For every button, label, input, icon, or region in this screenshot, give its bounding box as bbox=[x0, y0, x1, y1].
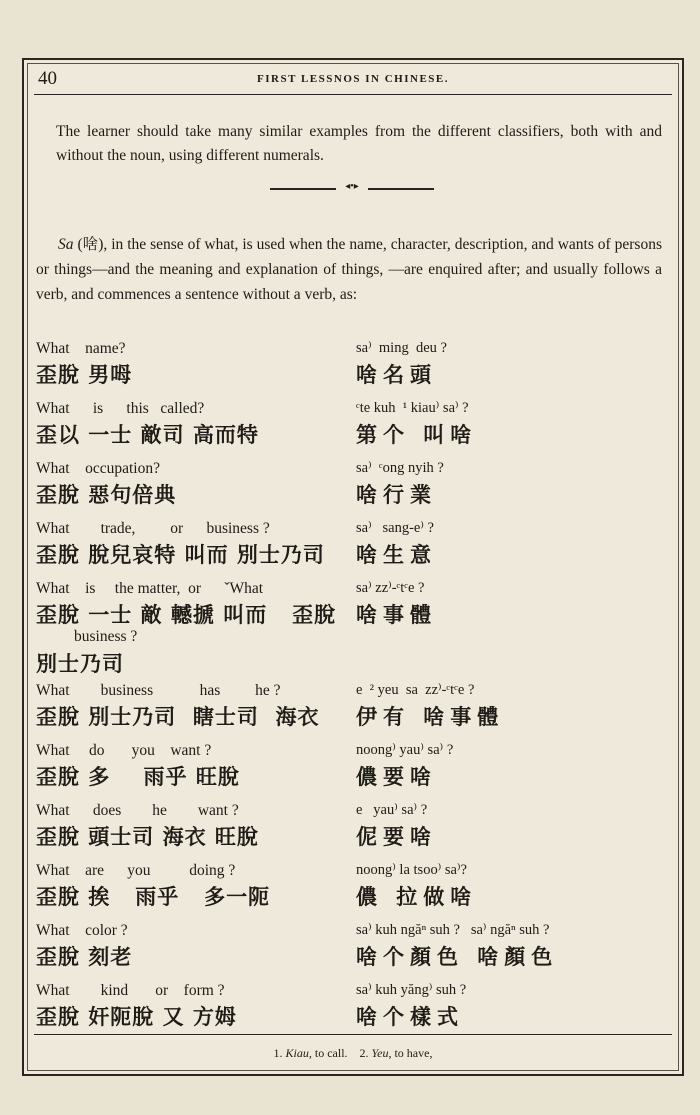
english-phrase: What trade, or business ? bbox=[36, 520, 270, 537]
shanghai-characters: 第个 叫啥 bbox=[356, 423, 478, 447]
footnote-rule bbox=[34, 1034, 672, 1035]
chinese-transliteration: 歪脫 脫兒哀特 叫而 別士乃司 bbox=[36, 543, 325, 567]
shanghai-characters: 伲要啥 bbox=[356, 825, 437, 849]
shanghai-characters: 啥行業 bbox=[356, 483, 437, 507]
romanization: sa⁾ ming deu ? bbox=[356, 340, 447, 356]
page-number: 40 bbox=[38, 68, 57, 89]
sa-paragraph bbox=[36, 232, 662, 307]
intro-paragraph: The learner should take many similar examples from the different classifiers, both with and without the noun, using different numerals. bbox=[56, 123, 662, 164]
paragraph-text: , in the sense of what, is used when the name, character, description, and wants of persons or things—and the meaning and explanation of things, —are enquired after; and usually follows a verb, and commences a sentence without a verb, as: bbox=[36, 236, 662, 303]
chinese-transliteration: 歪脫 別士乃司 瞎士司 海衣 bbox=[36, 705, 320, 729]
romanization: sa⁾ zz⁾-ᶜtᶜe ? bbox=[356, 580, 425, 596]
romanization: sa⁾ ᶜong nyih ? bbox=[356, 460, 444, 476]
english-phrase: What color ? bbox=[36, 922, 128, 939]
english-phrase: What is the matter, or ˇWhat bbox=[36, 580, 264, 597]
romanization: noong⁾ yau⁾ sa⁾ ? bbox=[356, 742, 454, 758]
chinese-transliteration: 歪以 一士 敵司 高而特 bbox=[36, 423, 259, 447]
shanghai-characters: 伊有 啥事體 bbox=[356, 705, 505, 729]
footnotes: 1. Kiau, to call. 2. Yeu, to have, bbox=[273, 1046, 433, 1060]
chinese-transliteration: 歪脫 奸阨脫 又 方姆 bbox=[36, 1005, 237, 1029]
romanization: sa⁾ kuh ngăⁿ suh ? sa⁾ ngăⁿ suh ? bbox=[356, 922, 550, 938]
shanghai-characters: 儂 拉做啥 bbox=[356, 885, 478, 909]
english-phrase: What are you doing ? bbox=[36, 862, 236, 879]
running-title: FIRST LESSNOS IN CHINESE. bbox=[257, 73, 449, 85]
english-phrase: What kind or form ? bbox=[36, 982, 225, 999]
romanization: noong⁾ la tsoo⁾ sa⁾? bbox=[356, 862, 467, 878]
chinese-transliteration: 歪脫 男呣 bbox=[36, 363, 133, 387]
chinese-transliteration: 歪脫 頭士司 海衣 旺脫 bbox=[36, 825, 259, 849]
chinese-transliteration: 歪脫 一士 敵 轗搋 叫而 歪脫 bbox=[36, 603, 337, 627]
section-divider-ornament: ◂•▸ bbox=[270, 184, 434, 194]
english-phrase-continued: business ? bbox=[74, 628, 138, 645]
romanization: e ² yeu sa zz⁾-ᶜtᶜe ? bbox=[356, 682, 475, 698]
chinese-transliteration: 歪脫 刻老 bbox=[36, 945, 133, 969]
english-phrase: What do you want ? bbox=[36, 742, 212, 759]
english-phrase: What business has he ? bbox=[36, 682, 281, 699]
shanghai-characters: 啥个樣式 bbox=[356, 1005, 464, 1029]
shanghai-characters: 儂要啥 bbox=[356, 765, 437, 789]
romanization: e yau⁾ sa⁾ ? bbox=[356, 802, 428, 818]
chinese-transliteration: 歪脫 多 雨乎 旺脫 bbox=[36, 765, 240, 789]
shanghai-characters: 啥生意 bbox=[356, 543, 437, 567]
chinese-transliteration-continued: 別士乃司 bbox=[36, 652, 124, 676]
shanghai-characters: 啥事體 bbox=[356, 603, 437, 627]
page-header bbox=[34, 64, 672, 95]
english-phrase: What name? bbox=[36, 340, 126, 357]
romanization: sa⁾ kuh yăng⁾ suh ? bbox=[356, 982, 467, 998]
chinese-transliteration: 歪脫 惡句倍典 bbox=[36, 483, 177, 507]
lead-char: (啥) bbox=[77, 236, 104, 253]
romanization: ᶜte kuh ¹ kiau⁾ sa⁾ ? bbox=[356, 400, 469, 416]
english-phrase: What is this called? bbox=[36, 400, 205, 417]
book-page bbox=[22, 58, 684, 1076]
english-phrase: What does he want ? bbox=[36, 802, 239, 819]
shanghai-characters: 啥名頭 bbox=[356, 363, 437, 387]
shanghai-characters: 啥个顏色 啥顏色 bbox=[356, 945, 559, 969]
romanization: sa⁾ sang-e⁾ ? bbox=[356, 520, 434, 536]
english-phrase: What occupation? bbox=[36, 460, 160, 477]
chinese-transliteration: 歪脫 挨 雨乎 多一阨 bbox=[36, 885, 271, 909]
lead-word: Sa bbox=[58, 236, 74, 253]
